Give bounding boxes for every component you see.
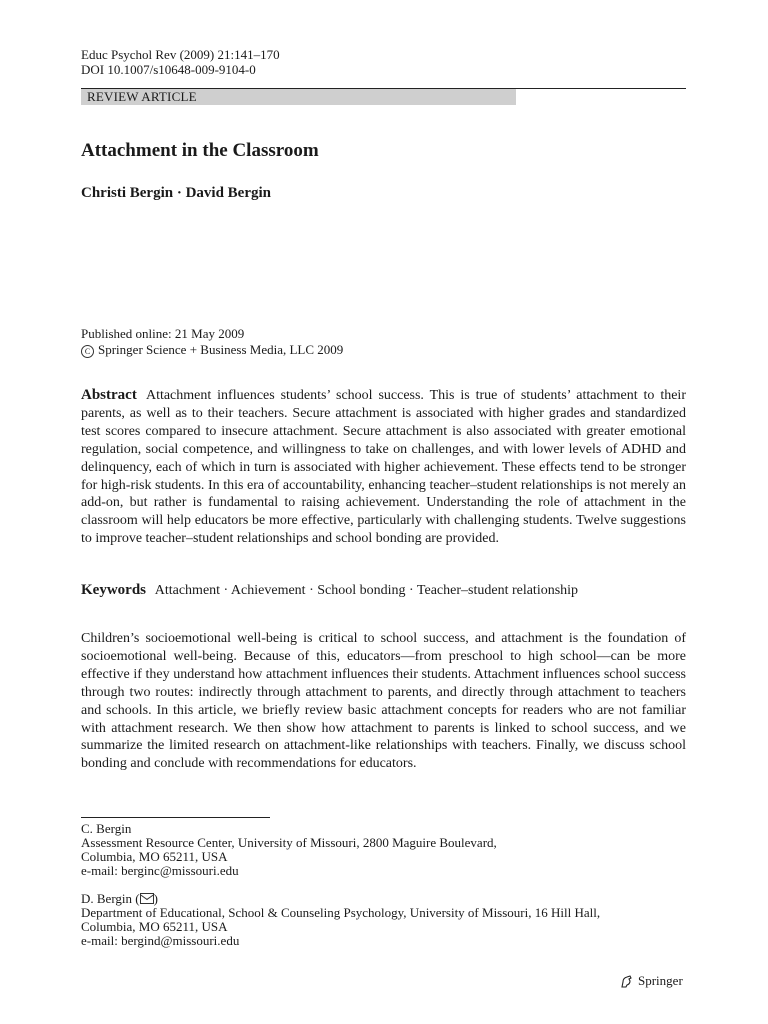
keywords-text: Attachment · Achievement · School bonding · Teacher–student relationship xyxy=(154,583,579,598)
keywords xyxy=(81,582,578,599)
affiliation-address: Department of Educational, School & Counseling Psychology, University of Missouri, 16 Hill Hall, xyxy=(81,905,601,920)
affiliation-2 xyxy=(81,892,600,948)
paren-close: ) xyxy=(153,891,158,906)
article-type-label: REVIEW ARTICLE xyxy=(87,89,197,104)
affiliation-email: e-mail: berginc@missouri.edu xyxy=(81,863,239,878)
keywords-heading: Keywords xyxy=(81,582,146,598)
affiliation-address: Assessment Resource Center, University of Missouri, 2800 Maguire Boulevard, xyxy=(81,835,497,850)
article-type-banner xyxy=(81,88,686,106)
article-title: Attachment in the Classroom xyxy=(81,140,319,161)
affiliation-name: D. Bergin xyxy=(81,891,133,906)
copyright-line xyxy=(81,342,343,358)
publisher-name: Springer xyxy=(638,973,683,988)
abstract-text: Attachment influences students’ school success. This is true of students’ attachment to their parents, as well as to their teachers. Secure attachment is associated with higher grades and standardized test scores compared to insecure attachment. Secure attachment is also associated with greater emotional regulation, social competence, and willingness to take on challenges, and with lower levels of ADHD and delinquency, each of which in turn is associated with higher achievement. These effects tend to be stronger for high-risk students. In this era of accountability, enhancing teacher–student relationships is not merely an add-on, but rather is fundamental to raising achievement. Understanding the role of attachment in the classroom will help educators be more effective, particularly with challenging students. Twelve suggestions to improve teacher–student relationships and school bonding are provided. xyxy=(81,388,686,547)
footnote-divider xyxy=(81,817,270,818)
affiliation-city: Columbia, MO 65211, USA xyxy=(81,849,228,864)
introduction-paragraph: Children’s socioemotional well-being is critical to school success, and attachment is the foundation of socioemotional well-being. Because of this, educators—from preschool to high school—can be more effective if they understand how attachment influences their students. Attachment influences school success through two routes: indirectly through attachment to parents, and directly through attachment to teachers and schools. In this article, we briefly review basic attachment concepts for readers who are not familiar with attachment research. We then show how attachment to parents is linked to school success, and we summarize the limited research on attachment-like relationships with teachers. Finally, we discuss school bonding and conclude with recommendations for educators. xyxy=(81,631,686,772)
journal-reference: Educ Psychol Rev (2009) 21:141–170 xyxy=(81,47,280,62)
envelope-icon xyxy=(140,893,154,904)
copyright-icon: C xyxy=(81,345,94,358)
published-online: Published online: 21 May 2009 xyxy=(81,326,245,341)
publisher-logo xyxy=(619,973,683,989)
affiliation-name-line xyxy=(81,892,600,906)
copyright-text: Springer Science + Business Media, LLC 2009 xyxy=(98,342,344,357)
paren-open: ( xyxy=(135,891,140,906)
affiliation-email: e-mail: bergind@missouri.edu xyxy=(81,933,240,948)
affiliation-city: Columbia, MO 65211, USA xyxy=(81,919,228,934)
doi: DOI 10.1007/s10648-009-9104-0 xyxy=(81,62,256,77)
authors: Christi Bergin · David Bergin xyxy=(81,185,272,201)
affiliation-1 xyxy=(81,822,497,878)
springer-horse-icon xyxy=(619,974,634,989)
affiliation-name: C. Bergin xyxy=(81,821,132,836)
abstract-heading: Abstract xyxy=(81,387,137,403)
abstract xyxy=(81,387,686,548)
